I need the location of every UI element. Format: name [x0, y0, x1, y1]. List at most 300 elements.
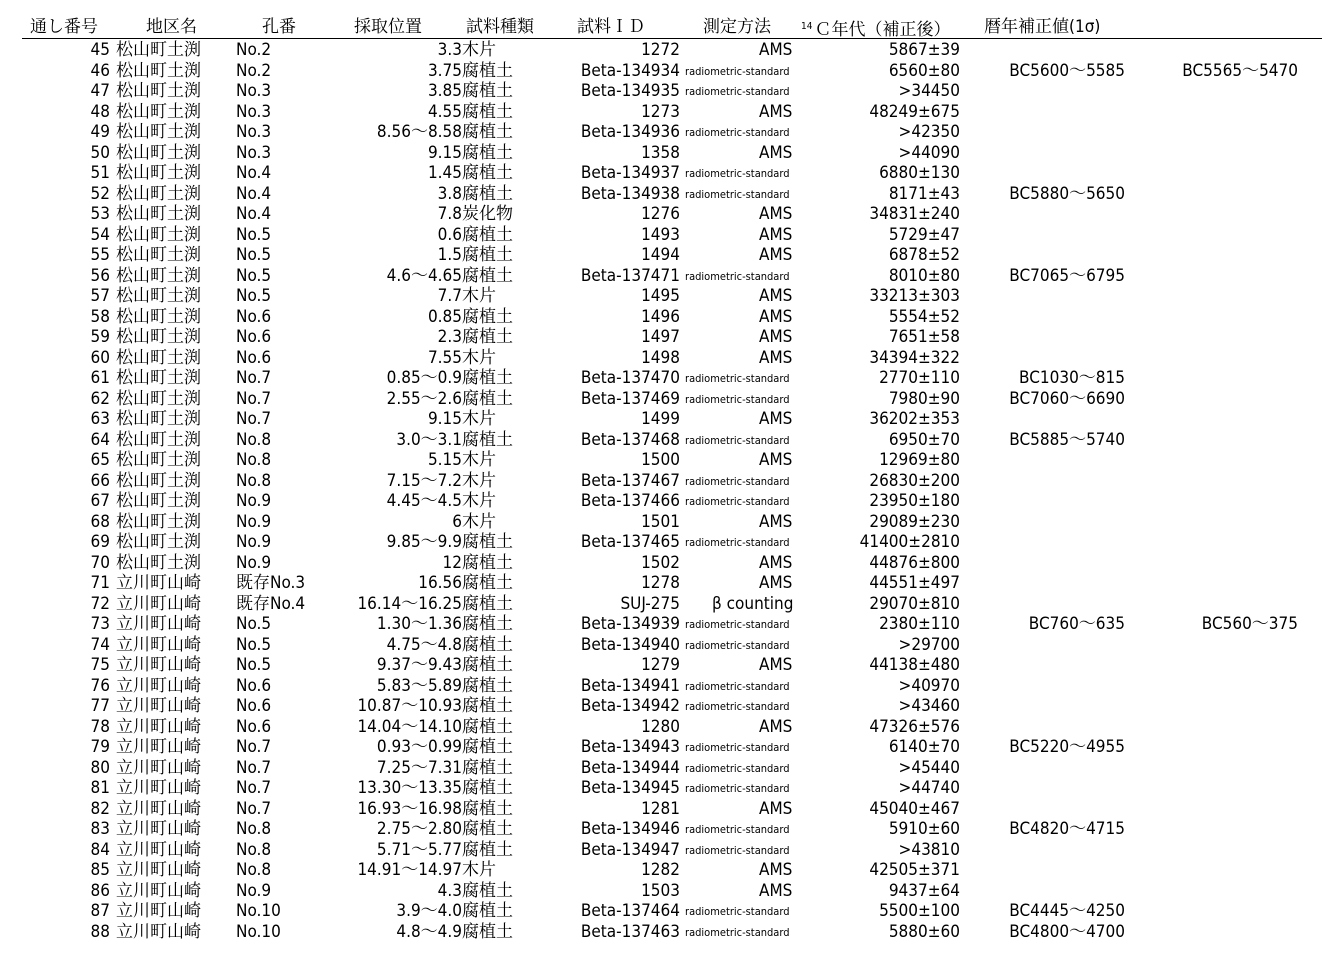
cell-c14-age: 7651±58: [888, 327, 960, 347]
cell-sample-id: 1493: [641, 224, 680, 245]
cell-borehole: No.6: [236, 306, 272, 327]
cell-borehole: No.10: [236, 901, 281, 921]
cell-calibrated-range-1: [990, 840, 1125, 861]
cell-calibrated-range-2: [1150, 819, 1298, 840]
cell-calibrated-range-1: BC1030～815: [1019, 368, 1125, 388]
cell-calibrated-range-2: [1150, 901, 1298, 922]
cell-serial-number: 85: [90, 860, 110, 880]
cell-calibrated-range-2: [1150, 573, 1298, 594]
cell-measurement-method: AMS: [759, 101, 793, 122]
cell-district-name: 松山町土渕: [116, 327, 201, 347]
cell-borehole: 既存No.4: [236, 593, 306, 614]
table-row: [0, 368, 1323, 389]
cell-calibrated-range-1: [990, 286, 1125, 307]
cell-calibrated-range-1: [990, 348, 1125, 369]
table-row: [0, 102, 1323, 123]
cell-calibrated-range-2: [1150, 737, 1298, 758]
cell-calibrated-range-1: [990, 778, 1125, 799]
cell-serial-number: 68: [90, 511, 110, 532]
header-c14-superscript: 14: [801, 21, 813, 32]
cell-sample-id: Beta-134935: [580, 81, 680, 101]
cell-c14-age: 5554±52: [888, 306, 960, 327]
cell-calibrated-range-1: [990, 471, 1125, 492]
cell-c14-age: 41400±2810: [859, 532, 960, 552]
cell-borehole: No.8: [236, 860, 272, 880]
cell-district-name: 松山町土渕: [116, 265, 201, 286]
cell-sample-type: 木片: [462, 511, 496, 532]
cell-calibrated-range-1: BC5885～5740: [1009, 429, 1125, 450]
cell-sample-type: 木片: [462, 450, 496, 470]
cell-sampling-position: 8.56～8.58: [376, 122, 462, 142]
cell-serial-number: 78: [90, 716, 110, 737]
cell-measurement-method: radiometric-standard: [685, 167, 790, 180]
cell-sample-type: 木片: [462, 860, 496, 880]
cell-calibrated-range-2: [1150, 696, 1298, 717]
cell-measurement-method: AMS: [759, 573, 793, 593]
cell-c14-age: 29089±230: [869, 511, 960, 532]
cell-calibrated-range-2: [1150, 327, 1298, 348]
cell-sample-id: Beta-134946: [580, 819, 680, 839]
cell-measurement-method: radiometric-standard: [685, 474, 790, 488]
cell-sample-id: Beta-134942: [580, 696, 680, 716]
table-row: [0, 81, 1323, 102]
cell-calibrated-range-2: [1150, 225, 1298, 246]
cell-sample-type: 腐植土: [462, 142, 513, 163]
cell-district-name: 松山町土渕: [116, 409, 201, 429]
cell-sample-id: 1280: [641, 716, 680, 737]
cell-sample-id: Beta-134945: [580, 778, 680, 798]
cell-c14-age: 6560±80: [888, 60, 960, 81]
cell-borehole: 既存No.3: [236, 573, 306, 593]
cell-measurement-method: AMS: [759, 204, 793, 224]
cell-sample-type: 木片: [462, 491, 496, 511]
cell-district-name: 松山町土渕: [116, 429, 201, 450]
cell-sample-type: 腐植土: [462, 921, 513, 942]
cell-sampling-position: 6: [452, 511, 462, 532]
cell-sample-id: 1502: [641, 552, 680, 573]
table-row: [0, 532, 1323, 553]
cell-sample-type: 木片: [462, 286, 496, 306]
cell-sample-id: Beta-137464: [580, 901, 680, 921]
cell-c14-age: >43810: [898, 839, 960, 860]
cell-calibrated-range-1: [990, 696, 1125, 717]
cell-district-name: 松山町土渕: [116, 306, 201, 327]
cell-sampling-position: 7.8: [437, 204, 462, 224]
cell-serial-number: 83: [90, 819, 110, 839]
cell-serial-number: 72: [90, 593, 110, 614]
cell-sample-id: Beta-137468: [580, 429, 680, 450]
cell-c14-age: 36202±353: [869, 409, 960, 429]
cell-district-name: 松山町土渕: [116, 142, 201, 163]
cell-calibrated-range-1: BC5880～5650: [1009, 183, 1125, 204]
cell-calibrated-range-1: [990, 512, 1125, 533]
cell-calibrated-range-2: [1150, 389, 1298, 410]
cell-calibrated-range-1: [990, 450, 1125, 471]
cell-calibrated-range-1: BC5220～4955: [1009, 737, 1125, 757]
cell-sample-id: Beta-134941: [580, 675, 680, 696]
table-row: [0, 614, 1323, 635]
table-row: [0, 635, 1323, 656]
cell-sample-type: 腐植土: [462, 388, 513, 409]
cell-borehole: No.7: [236, 778, 272, 798]
table-row: [0, 778, 1323, 799]
cell-calibrated-range-1: [990, 225, 1125, 246]
cell-calibrated-range-2: [1150, 532, 1298, 553]
cell-c14-age: 6880±130: [879, 163, 960, 183]
cell-district-name: 松山町土渕: [116, 224, 201, 245]
cell-calibrated-range-1: [990, 327, 1125, 348]
cell-measurement-method: radiometric-standard: [685, 269, 790, 283]
cell-serial-number: 57: [90, 286, 110, 306]
cell-sampling-position: 9.85～9.9: [386, 532, 462, 552]
cell-calibrated-range-2: [1150, 922, 1298, 943]
cell-serial-number: 67: [90, 491, 110, 511]
cell-calibrated-range-2: [1150, 143, 1298, 164]
cell-c14-age: 5867±39: [888, 40, 960, 60]
cell-measurement-method: radiometric-standard: [685, 761, 790, 775]
table-row: [0, 553, 1323, 574]
cell-c14-age: >40970: [898, 675, 960, 696]
cell-calibrated-range-2: [1150, 758, 1298, 779]
cell-sample-type: 腐植土: [462, 306, 513, 327]
cell-borehole: No.4: [236, 163, 272, 183]
table-row: [0, 61, 1323, 82]
cell-measurement-method: radiometric-standard: [685, 741, 790, 754]
cell-sampling-position: 16.56: [418, 573, 462, 593]
cell-sample-type: 腐植土: [462, 880, 513, 901]
cell-sampling-position: 0.93～0.99: [376, 737, 462, 757]
cell-c14-age: 44876±800: [869, 552, 960, 573]
cell-serial-number: 69: [90, 532, 110, 552]
table-row: [0, 655, 1323, 676]
cell-calibrated-range-1: [990, 307, 1125, 328]
cell-borehole: No.5: [236, 655, 272, 675]
cell-c14-age: 2770±110: [879, 368, 960, 388]
cell-c14-age: >45440: [898, 757, 960, 778]
cell-calibrated-range-1: [990, 758, 1125, 779]
table-row: [0, 758, 1323, 779]
cell-sample-type: 腐植土: [462, 224, 513, 245]
cell-sampling-position: 13.30～13.35: [357, 778, 462, 798]
cell-serial-number: 79: [90, 737, 110, 757]
cell-sample-id: Beta-134944: [580, 757, 680, 778]
cell-calibrated-range-2: [1150, 860, 1298, 881]
cell-district-name: 立川町山崎: [116, 737, 201, 757]
cell-serial-number: 47: [90, 81, 110, 101]
cell-sample-id: 1282: [641, 860, 680, 880]
cell-sample-type: 木片: [462, 347, 496, 368]
cell-sample-id: Beta-137469: [580, 388, 680, 409]
cell-sample-id: 1501: [641, 511, 680, 532]
cell-c14-age: 6140±70: [888, 737, 960, 757]
cell-borehole: No.3: [236, 101, 272, 122]
cell-district-name: 松山町土渕: [116, 388, 201, 409]
cell-measurement-method: radiometric-standard: [685, 925, 790, 939]
cell-sampling-position: 4.45～4.5: [386, 491, 462, 511]
cell-sample-id: 1494: [641, 245, 680, 265]
cell-measurement-method: AMS: [759, 142, 793, 163]
table-row: [0, 430, 1323, 451]
cell-district-name: 松山町土渕: [116, 368, 201, 388]
cell-c14-age: 29070±810: [869, 593, 960, 614]
cell-serial-number: 55: [90, 245, 110, 265]
cell-measurement-method: radiometric-standard: [685, 495, 790, 508]
cell-sample-type: 腐植土: [462, 798, 513, 819]
cell-district-name: 立川町山崎: [116, 573, 201, 593]
cell-sampling-position: 7.25～7.31: [376, 757, 462, 778]
cell-borehole: No.3: [236, 142, 272, 163]
cell-district-name: 松山町土渕: [116, 532, 201, 552]
cell-calibrated-range-1: [990, 635, 1125, 656]
cell-sample-type: 腐植土: [462, 368, 513, 388]
cell-district-name: 松山町土渕: [116, 81, 201, 101]
cell-calibrated-range-2: [1150, 286, 1298, 307]
cell-sample-type: 木片: [462, 40, 496, 60]
cell-sample-id: 1503: [641, 880, 680, 901]
cell-serial-number: 70: [90, 552, 110, 573]
cell-calibrated-range-2: [1150, 102, 1298, 123]
cell-serial-number: 61: [90, 368, 110, 388]
cell-borehole: No.5: [236, 634, 272, 655]
cell-c14-age: 6878±52: [888, 245, 960, 265]
cell-borehole: No.5: [236, 614, 272, 634]
cell-calibrated-range-2: [1150, 348, 1298, 369]
cell-measurement-method: AMS: [759, 40, 793, 60]
cell-sample-type: 腐植土: [462, 819, 513, 839]
cell-serial-number: 45: [90, 40, 110, 60]
cell-serial-number: 73: [90, 614, 110, 634]
cell-measurement-method: AMS: [759, 450, 793, 470]
cell-sample-type: 腐植土: [462, 122, 513, 142]
cell-measurement-method: AMS: [759, 860, 793, 880]
cell-borehole: No.7: [236, 409, 272, 429]
cell-c14-age: 48249±675: [869, 101, 960, 122]
table-row: [0, 163, 1323, 184]
cell-district-name: 立川町山崎: [116, 839, 201, 860]
cell-borehole: No.2: [236, 60, 272, 81]
cell-sample-type: 炭化物: [462, 204, 513, 224]
cell-calibrated-range-1: [990, 573, 1125, 594]
cell-calibrated-range-1: [990, 204, 1125, 225]
cell-calibrated-range-1: [990, 163, 1125, 184]
cell-district-name: 松山町土渕: [116, 183, 201, 204]
cell-borehole: No.9: [236, 880, 272, 901]
cell-c14-age: >43460: [898, 696, 960, 716]
cell-c14-age: 42505±371: [869, 860, 960, 880]
cell-district-name: 立川町山崎: [116, 593, 201, 614]
cell-borehole: No.7: [236, 388, 272, 409]
header-sampling-position: 採取位置: [354, 17, 422, 37]
cell-c14-age: 2380±110: [879, 614, 960, 634]
cell-calibrated-range-1: [990, 717, 1125, 738]
cell-district-name: 立川町山崎: [116, 778, 201, 798]
cell-serial-number: 80: [90, 757, 110, 778]
cell-measurement-method: radiometric-standard: [685, 187, 790, 201]
cell-sampling-position: 3.3: [437, 40, 462, 60]
cell-borehole: No.5: [236, 265, 272, 286]
cell-serial-number: 59: [90, 327, 110, 347]
cell-serial-number: 65: [90, 450, 110, 470]
cell-district-name: 立川町山崎: [116, 634, 201, 655]
cell-c14-age: 44138±480: [869, 655, 960, 675]
table-row: [0, 245, 1323, 266]
cell-sampling-position: 3.85: [427, 81, 462, 101]
cell-serial-number: 88: [90, 921, 110, 942]
cell-sample-id: 1273: [641, 101, 680, 122]
cell-sampling-position: 16.14～16.25: [357, 593, 462, 614]
cell-calibrated-range-2: [1150, 655, 1298, 676]
cell-c14-age: 5880±60: [888, 921, 960, 942]
cell-serial-number: 77: [90, 696, 110, 716]
cell-calibrated-range-1: BC4820～4715: [1009, 819, 1125, 839]
cell-calibrated-range-1: [990, 491, 1125, 512]
cell-measurement-method: AMS: [759, 880, 793, 901]
cell-measurement-method: AMS: [759, 224, 793, 245]
cell-measurement-method: radiometric-standard: [685, 905, 790, 918]
cell-sample-type: 腐植土: [462, 737, 513, 757]
cell-sample-type: 腐植土: [462, 183, 513, 204]
cell-c14-age: >34450: [898, 81, 960, 101]
cell-sample-type: 木片: [462, 409, 496, 429]
cell-sample-type: 腐植土: [462, 327, 513, 347]
cell-c14-age: 26830±200: [869, 470, 960, 491]
cell-calibrated-range-1: [990, 40, 1125, 61]
cell-calibrated-range-1: [990, 676, 1125, 697]
cell-borehole: No.7: [236, 798, 272, 819]
table-row: [0, 122, 1323, 143]
cell-measurement-method: AMS: [759, 655, 793, 675]
cell-borehole: No.3: [236, 81, 272, 101]
cell-serial-number: 49: [90, 122, 110, 142]
cell-c14-age: 8010±80: [888, 265, 960, 286]
cell-borehole: No.9: [236, 511, 272, 532]
cell-district-name: 松山町土渕: [116, 101, 201, 122]
cell-sample-id: Beta-134938: [580, 183, 680, 204]
cell-district-name: 立川町山崎: [116, 675, 201, 696]
cell-sample-type: 腐植土: [462, 245, 513, 265]
cell-sampling-position: 14.91～14.97: [357, 860, 462, 880]
cell-calibrated-range-2: [1150, 553, 1298, 574]
cell-sampling-position: 4.55: [427, 101, 462, 122]
cell-calibrated-range-2: [1150, 40, 1298, 61]
cell-borehole: No.9: [236, 532, 272, 552]
cell-measurement-method: AMS: [759, 798, 793, 819]
cell-calibrated-range-2: [1150, 184, 1298, 205]
cell-borehole: No.8: [236, 839, 272, 860]
cell-serial-number: 62: [90, 388, 110, 409]
cell-sample-id: 1498: [641, 347, 680, 368]
cell-borehole: No.9: [236, 491, 272, 511]
cell-sample-id: 1278: [641, 573, 680, 593]
cell-borehole: No.2: [236, 40, 272, 60]
cell-measurement-method: radiometric-standard: [685, 126, 790, 139]
cell-sampling-position: 5.71～5.77: [376, 839, 462, 860]
cell-district-name: 松山町土渕: [116, 511, 201, 532]
cell-c14-age: 8171±43: [888, 183, 960, 204]
cell-sampling-position: 7.55: [427, 347, 462, 368]
cell-district-name: 立川町山崎: [116, 798, 201, 819]
cell-calibrated-range-2: [1150, 881, 1298, 902]
cell-sample-id: Beta-134943: [580, 737, 680, 757]
cell-district-name: 松山町土渕: [116, 450, 201, 470]
cell-sample-id: Beta-134940: [580, 634, 680, 655]
cell-measurement-method: β counting: [712, 593, 794, 614]
cell-borehole: No.6: [236, 675, 272, 696]
cell-sampling-position: 5.15: [427, 450, 462, 470]
cell-sampling-position: 4.75～4.8: [386, 634, 462, 655]
cell-sample-type: 腐植土: [462, 614, 513, 634]
cell-sample-id: 1497: [641, 327, 680, 347]
cell-measurement-method: radiometric-standard: [685, 536, 790, 549]
cell-measurement-method: radiometric-standard: [685, 64, 790, 78]
cell-sample-type: 腐植土: [462, 696, 513, 716]
cell-borehole: No.6: [236, 327, 272, 347]
cell-district-name: 立川町山崎: [116, 716, 201, 737]
header-calibrated: 暦年補正値(1σ): [984, 17, 1101, 37]
cell-measurement-method: radiometric-standard: [685, 433, 790, 447]
cell-sample-type: 腐植土: [462, 634, 513, 655]
cell-sample-id: Beta-137467: [580, 470, 680, 491]
cell-calibrated-range-2: [1150, 676, 1298, 697]
table-row: [0, 348, 1323, 369]
cell-sampling-position: 10.87～10.93: [357, 696, 462, 716]
cell-calibrated-range-1: [990, 860, 1125, 881]
cell-calibrated-range-1: [990, 245, 1125, 266]
cell-c14-age: 7980±90: [888, 388, 960, 409]
cell-c14-age: 34394±322: [869, 347, 960, 368]
cell-measurement-method: AMS: [759, 552, 793, 573]
cell-district-name: 立川町山崎: [116, 696, 201, 716]
header-c14-age-label: Ｃ年代（補正後）: [814, 20, 951, 40]
table-row: [0, 40, 1323, 61]
table-row: [0, 307, 1323, 328]
cell-c14-age: 45040±467: [869, 798, 960, 819]
cell-calibrated-range-1: [990, 122, 1125, 143]
cell-sampling-position: 9.37～9.43: [376, 655, 462, 675]
cell-borehole: No.7: [236, 737, 272, 757]
table-row: [0, 840, 1323, 861]
cell-sample-type: 腐植土: [462, 716, 513, 737]
cell-sample-type: 腐植土: [462, 778, 513, 798]
cell-c14-age: >42350: [898, 122, 960, 142]
cell-sample-type: 腐植土: [462, 655, 513, 675]
cell-sample-id: 1272: [641, 40, 680, 60]
cell-sample-id: Beta-134936: [580, 122, 680, 142]
cell-sampling-position: 2.3: [437, 327, 462, 347]
cell-sample-type: 腐植土: [462, 839, 513, 860]
cell-sampling-position: 4.6～4.65: [386, 265, 462, 286]
cell-calibrated-range-1: BC4445～4250: [1009, 901, 1125, 921]
cell-serial-number: 50: [90, 142, 110, 163]
cell-sampling-position: 1.30～1.36: [376, 614, 462, 634]
table-row: [0, 696, 1323, 717]
cell-measurement-method: AMS: [759, 511, 793, 532]
cell-calibrated-range-2: [1150, 81, 1298, 102]
cell-sampling-position: 9.15: [427, 409, 462, 429]
cell-c14-age: >29700: [898, 634, 960, 655]
cell-sample-id: Beta-137466: [580, 491, 680, 511]
cell-sampling-position: 1.5: [437, 245, 462, 265]
table-row: [0, 676, 1323, 697]
header-sample-id: 試料ＩＤ: [577, 17, 645, 37]
cell-calibrated-range-2: [1150, 778, 1298, 799]
cell-measurement-method: AMS: [759, 347, 793, 368]
cell-district-name: 立川町山崎: [116, 757, 201, 778]
cell-c14-age: 5500±100: [879, 901, 960, 921]
cell-serial-number: 53: [90, 204, 110, 224]
cell-sampling-position: 5.83～5.89: [376, 675, 462, 696]
cell-district-name: 松山町土渕: [116, 122, 201, 142]
